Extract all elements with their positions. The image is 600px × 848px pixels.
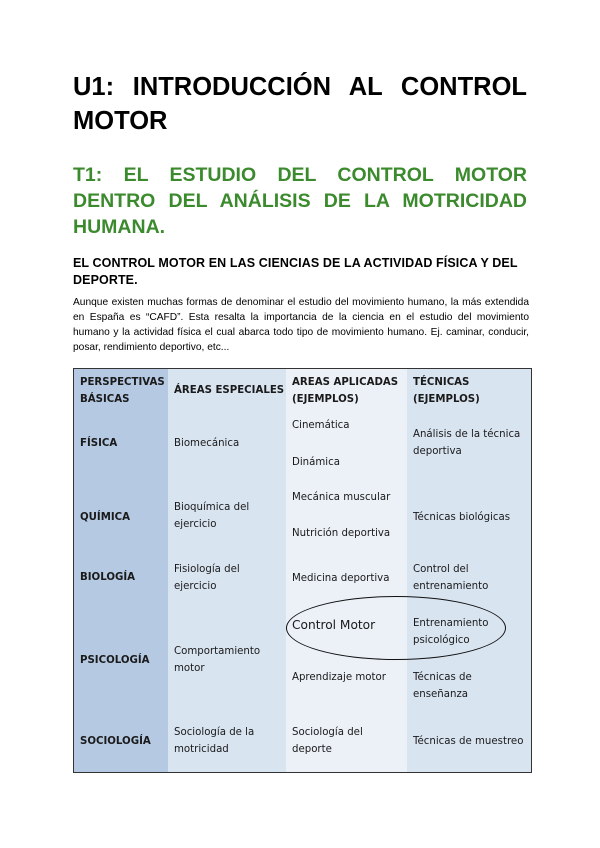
highlight-ellipse: [286, 596, 506, 660]
tech-quimica: Técnicas biológicas: [413, 512, 511, 523]
intro-paragraph: Aunque existen muchas formas de denominar el estudio del movimiento humano, la más extendida en España es “CAFD”. Esta resalta la importancia de la ciencia en el estudio del movimiento humano y la actividad física el cual abarca todo tipo de movimiento humano. Ej. caminar, conducir, posar, rendimiento deportivo, etc...: [73, 297, 529, 353]
area-fisica: Biomecánica: [174, 438, 240, 449]
applied-biologia: Medicina deportiva: [292, 573, 390, 584]
basic-sociologia: SOCIOLOGÍA: [80, 736, 151, 747]
applied-fisica-b: Dinámica: [292, 457, 340, 468]
area-quimica: Bioquímica del ejercicio: [174, 502, 250, 530]
topic-title: T1: EL ESTUDIO DEL CONTROL MOTOR DENTRO DEL ANÁLISIS DE LA MOTRICIDAD HUMANA.: [73, 164, 527, 238]
basic-fisica: FÍSICA: [80, 438, 118, 449]
applied-psicologia-b: Aprendizaje motor: [292, 672, 386, 683]
tech-sociologia: Técnicas de muestreo: [413, 736, 524, 747]
header-techniques: TÉCNICAS (EJEMPLOS): [413, 377, 480, 405]
area-biologia: Fisiología del ejercicio: [174, 564, 240, 592]
area-psicologia: Comportamiento motor: [174, 646, 261, 674]
header-areas: ÁREAS ESPECIALES: [174, 385, 285, 396]
applied-quimica-a: Mecánica muscular: [292, 492, 391, 503]
header-basic: PERSPECTIVAS BÁSICAS: [80, 377, 165, 405]
header-applied: AREAS APLICADAS (EJEMPLOS): [292, 377, 399, 405]
unit-title: U1: INTRODUCCIÓN AL CONTROL MOTOR: [73, 73, 527, 135]
applied-sociologia: Sociología del deporte: [292, 727, 363, 755]
applied-quimica-b: Nutrición deportiva: [292, 528, 391, 539]
tech-psicologia-b: Técnicas de enseñanza: [413, 672, 472, 700]
tech-psicologia-a: Entrenamiento psicológico: [413, 618, 489, 646]
basic-biologia: BIOLOGÍA: [80, 572, 136, 583]
basic-quimica: QUÍMICA: [80, 512, 131, 523]
applied-control-motor: Control Motor: [292, 618, 376, 632]
applied-fisica-a: Cinemática: [292, 420, 350, 431]
tech-biologia: Control del entrenamiento: [413, 564, 489, 592]
area-sociologia: Sociología de la motricidad: [174, 727, 255, 755]
basic-psicologia: PSICOLOGÍA: [80, 655, 150, 666]
tech-fisica: Análisis de la técnica deportiva: [413, 429, 521, 457]
perspectives-table: [73, 368, 532, 773]
section-heading: EL CONTROL MOTOR EN LAS CIENCIAS DE LA ACTIVIDAD FÍSICA Y DEL DEPORTE.: [73, 256, 518, 287]
